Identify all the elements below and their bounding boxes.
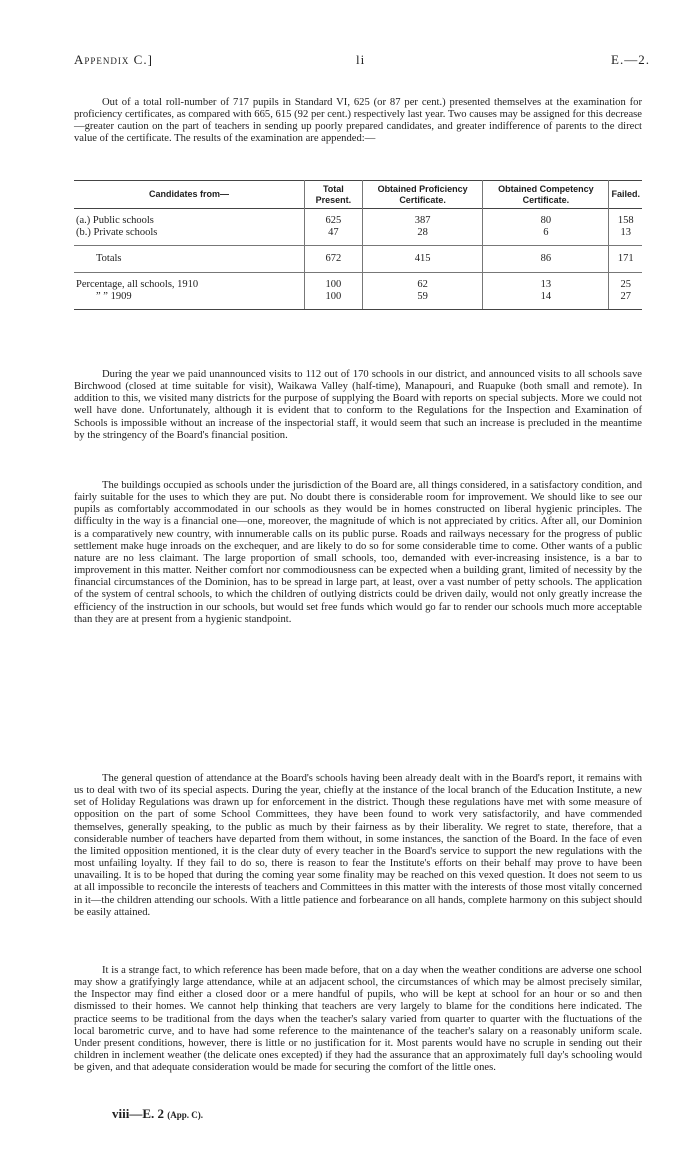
cell-failed: 171 xyxy=(609,246,642,273)
header-page-number: li xyxy=(356,52,366,67)
header-document-code: E.—2. xyxy=(611,52,650,67)
cell-failed: 13 xyxy=(609,227,642,239)
table-header-row xyxy=(74,181,642,209)
cell-total: 100 xyxy=(305,279,363,291)
table-row-totals xyxy=(74,246,642,273)
cell-total: 625 xyxy=(305,215,363,227)
table-row-public xyxy=(74,215,642,227)
table-row-private xyxy=(74,227,642,239)
cell-proficiency: 62 xyxy=(362,279,483,291)
header-appendix-label: Appendix C.] xyxy=(74,52,153,67)
table-row-percentage-1910 xyxy=(74,279,642,291)
row-label: ” ” 1909 xyxy=(96,291,132,302)
page-header xyxy=(74,52,650,72)
cell-proficiency: 28 xyxy=(362,227,483,239)
row-label: (a.) Public schools xyxy=(76,215,154,226)
paragraph-school-visits: During the year we paid unannounced visits to 112 out of 170 schools in our district, and announced visits to all schools save Birchwood (closed at time suitable for visit), Waikawa Valley (half-time), Manapouri, and Ruapuke (both small and remote). In addition to this, we visited many districts for the purpose of supplying the Board with reports on special subjects. More we could not well have done. Unfortunately, although it is evident that to conform to the Regulations for the Inspection and Examination of Schools is impossible without an increase of the inspectorial staff, it would seem that such an increase is precluded in the meantime by the stringency of the Board's financial position. xyxy=(74,369,642,441)
paragraph-attendance-holidays: The general question of attendance at the Board's schools having been already dealt with in the Board's report, it remains with us to deal with two of its special aspects. During the year, chiefly at the instance of the local branch of the Education Institute, a new set of Holiday Regulations was drawn up for enforcement in the district. Though these regulations have met with some measure of opposition on the part of some School Committees, they have been found to work very satisfactorily, and have commended themselves, generally speaking, to the public as much by their fairness as by their liberality. We regret to state, therefore, that a considerable number of teachers have departed from them without, in some instances, the sanction of the Board. In the face of even the limited opposition mentioned, it is the clear duty of every teacher in the Board's service to support the new regulations with the most unfailing loyalty. If they fail to do so, there is reason to fear the Institute's efforts on their behalf may prove to have been unavailing. It is to be hoped that during the coming year some finality may be reached on this vexed question. It does not seem to us at all impossible to reconcile the interests of teachers and Committees in this matter with the interests of those most vitally concerned in it—the children attending our schools. With a little patience and forbearance on all hands, complete harmony on this subject should be easily attained. xyxy=(74,773,642,918)
paragraph-weather-attendance: It is a strange fact, to which reference has been made before, that on a day when the weather conditions are adverse one school may show a gratifyingly large attendance, while at an adjacent school, the circumstances of which may be almost precisely similar, the Inspector may find either a closed door or a mere handful of pupils, who will be kept at school for an hour or so and then dismissed to their homes. We cannot help thinking that teachers are very largely to blame for the conditions here indicated. The practice seems to be traditional from the days when the teacher's salary varied from quarter to quarter with the fluctuations of the local barometric curve, and to have had some reference to the maintenance of the teacher's salary on a reasonably uniform scale. Under present conditions, however, there is little or no justification for it. Most parents would have no scruple in sending out their children in inclement weather (the delicate ones excepted) if they had the assurance that an approximately full day's schooling would be given, and that adequate consideration would be made for securing the comfort of the little ones. xyxy=(74,965,642,1074)
cell-proficiency: 59 xyxy=(362,291,483,310)
cell-competency: 6 xyxy=(483,227,609,239)
cell-competency: 14 xyxy=(483,291,609,310)
footer-signature: viii—E. 2 xyxy=(112,1106,165,1121)
table-row-percentage-1909 xyxy=(74,291,642,310)
header-competency: Obtained Competency Certificate. xyxy=(483,181,609,209)
cell-failed: 158 xyxy=(609,215,642,227)
row-label: (b.) Private schools xyxy=(76,227,158,238)
cell-failed: 27 xyxy=(609,291,642,310)
cell-competency: 80 xyxy=(483,215,609,227)
footer-appendix-ref: (App. C). xyxy=(167,1110,204,1120)
row-label: Percentage, all schools, 1910 xyxy=(76,279,199,290)
cell-proficiency: 387 xyxy=(362,215,483,227)
header-failed: Failed. xyxy=(609,181,642,209)
page-footer xyxy=(112,1106,203,1122)
cell-competency: 13 xyxy=(483,279,609,291)
paragraph-school-buildings: The buildings occupied as schools under the jurisdiction of the Board are, all things considered, in a satisfactory condition, and fairly suitable for the uses to which they are put. No doubt there is considerable room for improvement. We should like to see our pupils as comfortably accommodated in our schools as they would be in homes constructed on liberal hygienic principles. The difficulty in the way is a financial one—one, moreover, the magnitude of which is not appreciated by critics. After all, our Dominion is a comparatively new country, with innumerable calls on its public purse. Roads and railways necessary for the progress of public settlement make huge inroads on the exchequer, and are likely to do so for some considerable time to come. Other wants of a public nature are no less claimant. The large proportion of small schools, too, demanded with ever-increasing insistence, is a bar to improvement in this matter. Neither comfort nor commodiousness can be expected when a building grant, limited of necessity by the financial circumstances of the Dominion, has to be spread in large part, at least, over a vast number of petty schools. The application of the system of central schools, to which the children of outlying districts could be driven daily, would not only greatly increase the efficiency of the instruction in our schools, but would set free funds which would go far to render our schools much more acceptable than they are at present from a hygienic standpoint. xyxy=(74,480,642,625)
header-proficiency: Obtained Proficiency Certificate. xyxy=(362,181,483,209)
cell-total: 672 xyxy=(305,246,363,273)
header-total-present: Total Present. xyxy=(305,181,363,209)
examination-results-table xyxy=(74,180,642,310)
cell-proficiency: 415 xyxy=(362,246,483,273)
cell-failed: 25 xyxy=(609,279,642,291)
header-candidates: Candidates from— xyxy=(148,189,229,200)
cell-total: 100 xyxy=(305,291,363,310)
cell-competency: 86 xyxy=(483,246,609,273)
row-label: Totals xyxy=(96,253,122,264)
cell-total: 47 xyxy=(305,227,363,239)
paragraph-roll-number: Out of a total roll-number of 717 pupils in Standard VI, 625 (or 87 per cent.) presented themselves at the examination for proficiency certificates, as compared with 665, 615 (92 per cent.) respectively last year. Two causes may be assigned for this decrease—greater caution on the part of teachers in sending up poorly prepared candidates, and greater indifference of parents to the direct value of the certificate. The results of the examination are appended:— xyxy=(74,97,642,145)
